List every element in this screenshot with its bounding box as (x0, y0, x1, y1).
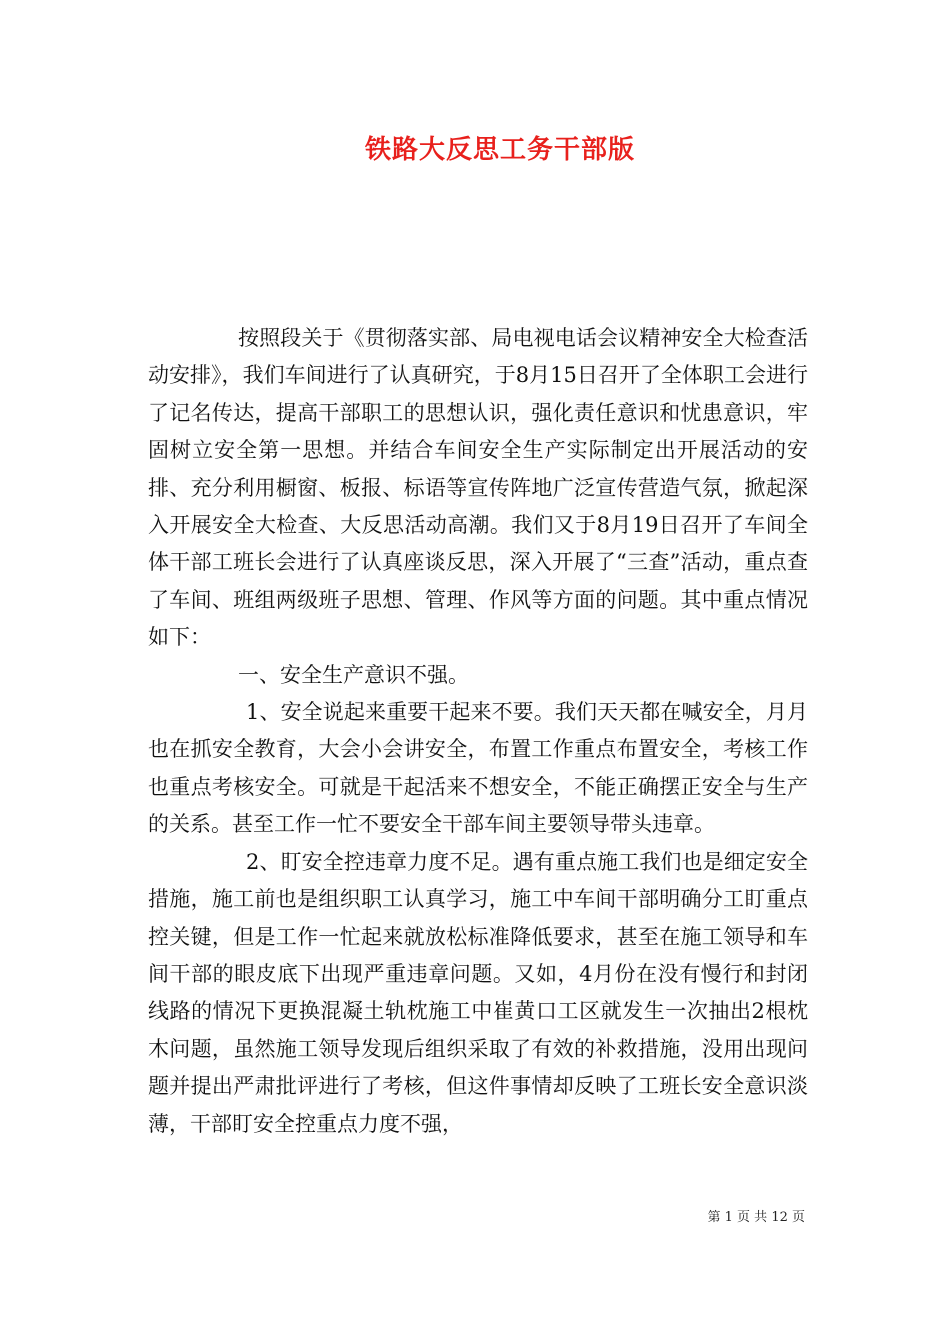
paragraph-intro: 按照段关于《贯彻落实部、局电视电话会议精神安全大检查活动安排》，我们车间进行了认真研究，于8月15日召开了全体职工会进行了记名传达，提高干部职工的思想认识，强化责任意识和忧患意识，牢固树立安全第一思想。并结合车间安全生产实际制定出开展活动的安排、充分利用橱窗、板报、标语等宣传阵地广泛宣传营造气氛，掀起深入开展安全大检查、大反思活动高潮。我们又于8月19日召开了车间全体干部工班长会进行了认真座谈反思，深入开展了“三查”活动，重点查了车间、班组两级班子思想、管理、作风等方面的问题。其中重点情况如下： (148, 326, 808, 650)
page-title: 铁路大反思工务干部版 (364, 135, 635, 165)
document-body (148, 320, 808, 1143)
section-heading: 一、安全生产意识不强。 (238, 662, 469, 687)
paragraph-item-2: 2、盯安全控违章力度不足。遇有重点施工我们也是细定安全措施，施工前也是组织职工认真学习，施工中车间干部明确分工盯重点控关键，但是工作一忙起来就放松标准降低要求，甚至在施工领导和车间干部的眼皮底下出现严重违章问题。又如，4月份在没有慢行和封闭线路的情况下更换混凝土轨枕施工中崔黄口工区就发生一次抽出2根枕木问题，虽然施工领导发现后组织采取了有效的补救措施，没用出现问题并提出严肃批评进行了考核，但这件事情却反映了工班长安全意识淡薄，干部盯安全控重点力度不强， (148, 849, 808, 1136)
page-number: 第 1 页 共 12 页 (707, 1210, 805, 1225)
paragraph-item-1: 1、安全说起来重要干起来不要。我们天天都在喊安全，月月也在抓安全教育，大会小会讲安全，布置工作重点布置安全，考核工作也重点考核安全。可就是干起活来不想安全，不能正确摆正安全与生产的关系。甚至工作一忙不要安全干部车间主要领导带头违章。 (148, 700, 808, 837)
